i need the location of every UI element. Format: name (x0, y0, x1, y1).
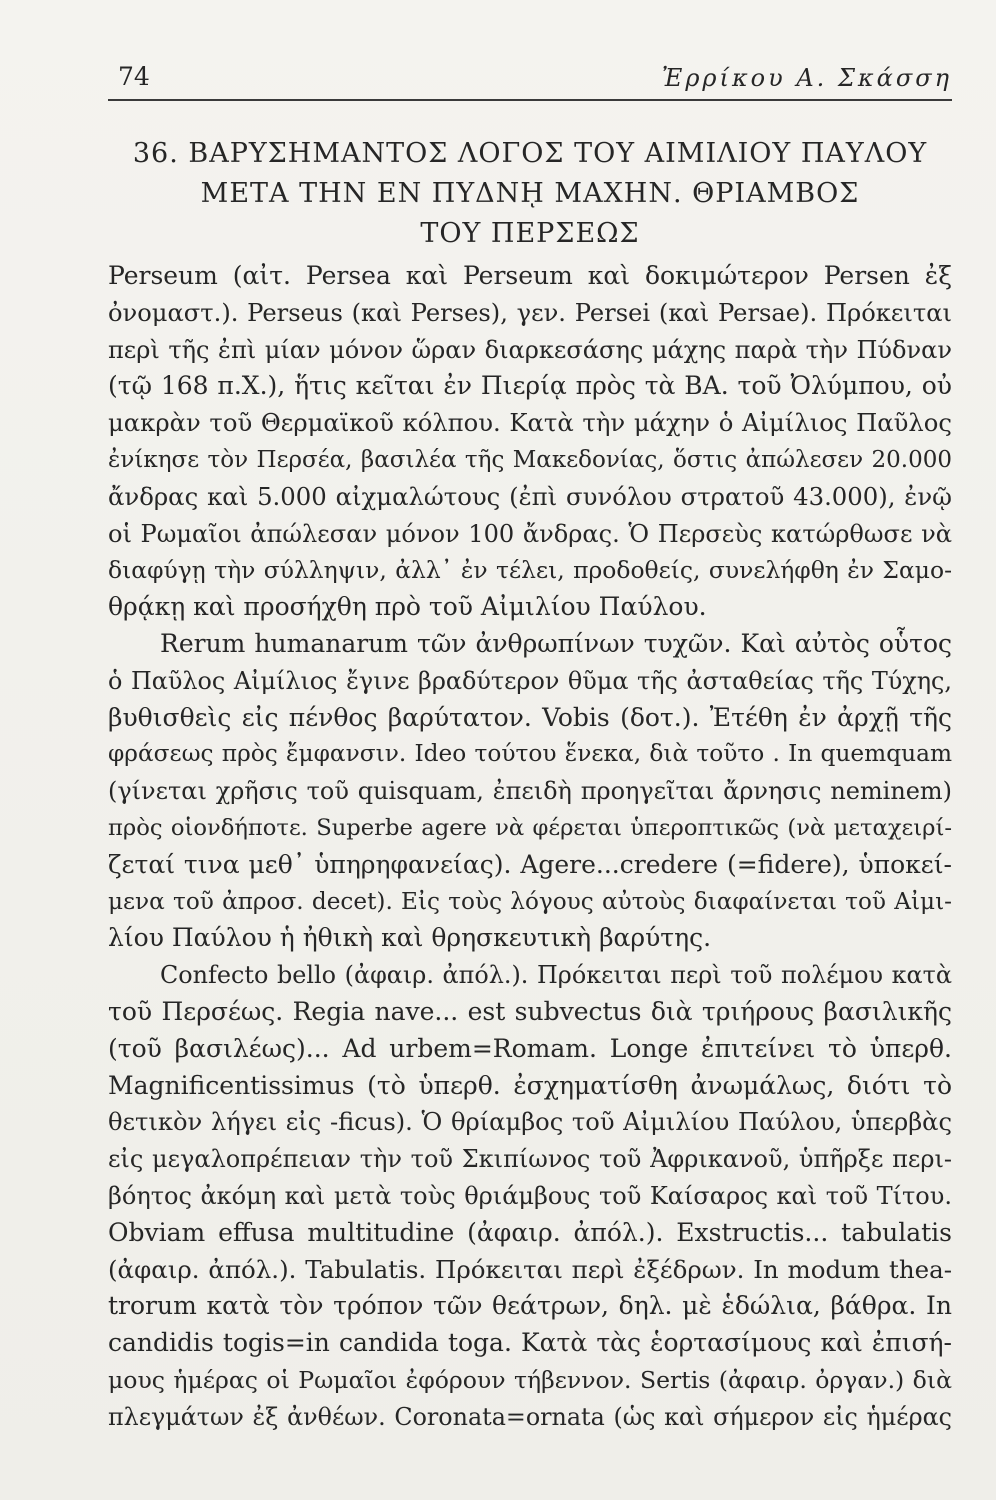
text-line: περὶ τῆς ἐπὶ μίαν μόνον ὥραν διαρκεσάσης μάχης παρὰ τὴν Πύδναν (108, 335, 952, 364)
text-line: (γίνεται χρῆσις τοῦ quisquam, ἐπειδὴ προηγεῖται ἄρνησις neminem) (108, 777, 952, 806)
text-line: ἐνίκησε τὸν Περσέα, βασιλέα τῆς Μακεδονίας, ὅστις ἀπώλεσεν 20.000 (108, 446, 952, 473)
page-number: 74 (118, 62, 150, 91)
text-line: βόητος ἀκόμη καὶ μετὰ τοὺς θριάμβους τοῦ Καίσαρος καὶ τοῦ Τίτου. (108, 1181, 952, 1210)
text-line: φράσεως πρὸς ἔμφανσιν. Ideo τούτου ἕνεκα, διὰ τοῦτο . In quemquam (108, 740, 952, 768)
text-line: λίου Παύλου ἡ ἠθικὴ καὶ θρησκευτικὴ βαρύτης. (108, 923, 712, 953)
section-title-line: ΤΟΥ ΠΕΡΣΕΩΣ (420, 218, 640, 249)
text-line: Magnificentissimus (τὸ ὑπερθ. ἐσχηματίσθη ἀνωμάλως, διότι τὸ (108, 1070, 952, 1100)
text-line: Obviam effusa multitudine (ἀφαιρ. ἀπόλ.). Exstructis... tabulatis (108, 1217, 952, 1247)
text-line: trorum κατὰ τὸν τρόπον τῶν θεάτρων, δηλ. μὲ ἑδώλια, βάθρα. In (108, 1291, 952, 1321)
text-line: ὀνομαστ.). Perseus (καὶ Perses), γεν. Persei (καὶ Persae). Πρόκειται (108, 298, 952, 327)
section-title-line: ΜΕΤΑ ΤΗΝ ΕΝ ΠΥΔΝῌ ΜΑΧΗΝ. ΘΡΙΑΜΒΟΣ (200, 178, 860, 209)
text-line: τοῦ Περσέως. Regia nave... est subvectus διὰ τριήρους βασιλικῆς (108, 996, 952, 1026)
text-line: candidis togis=in candida toga. Κατὰ τὰς ἑορτασίμους καὶ ἐπισή- (108, 1328, 952, 1358)
section-title (108, 134, 952, 254)
text-line: πλεγμάτων ἐξ ἀνθέων. Coronata=ornata (ὡς καὶ σήμερον εἰς ἡμέρας (108, 1402, 952, 1431)
text-line: διαφύγῃ τὴν σύλληψιν, ἀλλ᾽ ἐν τέλει, προδοθείς, συνελήφθη ἐν Σαμο- (108, 556, 952, 585)
text-line: οἱ Ρωμαῖοι ἀπώλεσαν μόνον 100 ἄνδρας. Ὁ Περσεὺς κατώρθωσε νὰ (108, 519, 952, 548)
text-line: ζεταί τινα μεθ᾽ ὑπηρηφανείας). Agere...credere (=fidere), ὑποκεί- (108, 849, 952, 879)
text-line: εἰς μεγαλοπρέπειαν τὴν τοῦ Σκιπίωνος τοῦ Ἀφρικανοῦ, ὑπῆρξε περι- (108, 1145, 952, 1174)
text-line: μους ἡμέρας οἱ Ρωμαῖοι ἐφόρουν τήβεννον. Sertis (ἀφαιρ. ὀργαν.) διὰ (108, 1365, 952, 1394)
text-line: Rerum humanarum τῶν ἀνθρωπίνων τυχῶν. Καὶ αὐτὸς οὗτος (160, 628, 952, 658)
text-line: Perseum (αἰτ. Persea καὶ Perseum καὶ δοκιμώτερον Persen ἐξ (108, 261, 952, 290)
commentary-text (108, 258, 952, 1436)
text-line: (ἀφαιρ. ἀπόλ.). Tabulatis. Πρόκειται περὶ ἐξέδρων. In modum thea- (108, 1254, 952, 1284)
page-header (108, 62, 952, 98)
text-line: ὁ Παῦλος Αἰμίλιος ἔγινε βραδύτερον θῦμα τῆς ἀσταθείας τῆς Τύχης, (108, 666, 952, 695)
text-line: πρὸς οἱονδήποτε. Superbe agere νὰ φέρεται ὑπεροπτικῶς (νὰ μεταχειρί- (108, 814, 952, 841)
running-head: Ἐρρίκου Α. Σκάσση (661, 64, 952, 92)
text-line: θετικὸν λήγει εἰς -ficus). Ὁ θρίαμβος τοῦ Αἰμιλίου Παύλου, ὑπερβὰς (108, 1108, 952, 1137)
text-line: θρᾴκῃ καὶ προσήχθη πρὸ τοῦ Αἰμιλίου Παύλου. (108, 592, 707, 622)
text-line: βυθισθεὶς εἰς πένθος βαρύτατον. Vobis (δοτ.). Ἐτέθη ἐν ἀρχῇ τῆς (108, 702, 952, 732)
section-title-line: 36. ΒΑΡΥΣΗΜΑΝΤΟΣ ΛΟΓΟΣ ΤΟΥ ΑΙΜΙΛΙΟΥ ΠΑΥΛΟΥ (132, 138, 928, 169)
text-line: μενα τοῦ ἀπροσ. decet). Εἰς τοὺς λόγους αὐτοὺς διαφαίνεται τοῦ Αἰμι- (108, 888, 952, 915)
text-line: Confecto bello (ἀφαιρ. ἀπόλ.). Πρόκειται περὶ τοῦ πολέμου κατὰ (160, 961, 952, 990)
text-line: ἄνδρας καὶ 5.000 αἰχμαλώτους (ἐπὶ συνόλου στρατοῦ 43.000), ἐνῷ (108, 481, 952, 511)
text-line: (τοῦ βασιλέως)... Ad urbem=Romam. Longe ἐπιτείνει τὸ ὑπερθ. (108, 1033, 952, 1063)
header-rule (108, 99, 952, 101)
text-line: (τῷ 168 π.Χ.), ἥτις κεῖται ἐν Πιερίᾳ πρὸς τὰ ΒΑ. τοῦ Ὀλύμπου, οὐ (108, 371, 952, 401)
text-line: μακρὰν τοῦ Θερμαϊκοῦ κόλπου. Κατὰ τὴν μάχην ὁ Αἰμίλιος Παῦλος (108, 408, 952, 438)
